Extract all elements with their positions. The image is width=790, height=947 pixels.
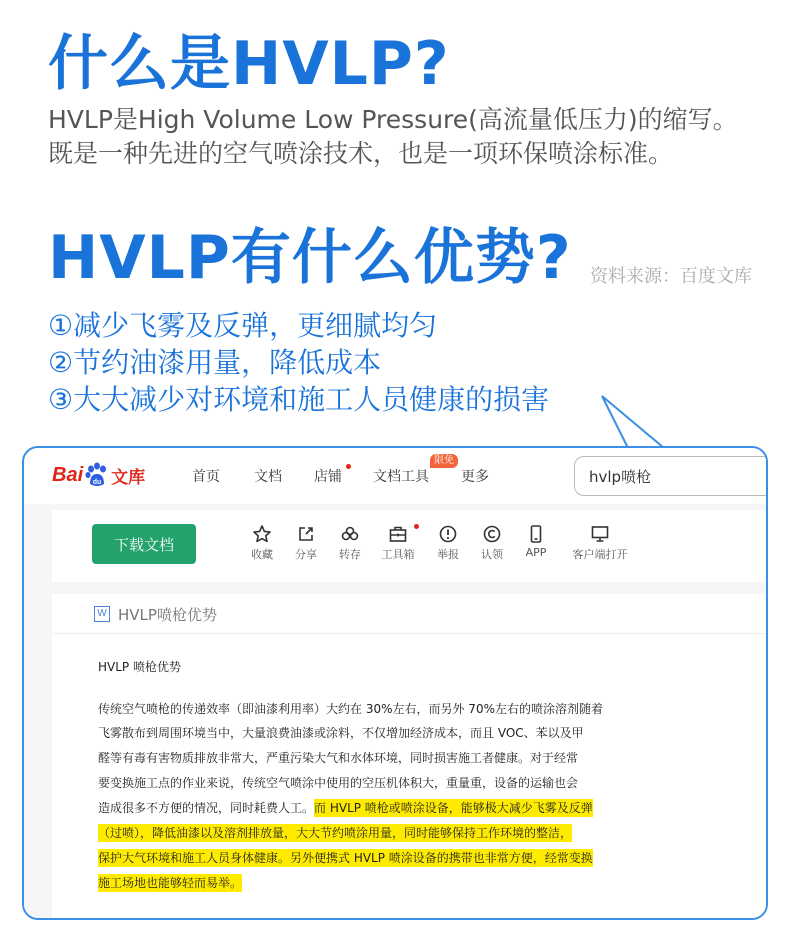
baidu-paw-icon: [84, 462, 110, 488]
nav-home[interactable]: 首页: [192, 469, 220, 485]
claim-label: 认领: [481, 548, 503, 561]
copyright-icon: [482, 524, 502, 544]
advantage-2: ②节约油漆用量，降低成本: [48, 346, 382, 379]
client-open-tool[interactable]: [572, 524, 628, 562]
doc-line-7-highlight: 保护大气环境和施工人员身体健康。另外便携式 HVLP 喷涂设备的携带也非常方便，经常变换: [98, 851, 593, 865]
doc-line-5-plain: 造成很多不方便的情况，同时耗费人工。: [98, 801, 315, 815]
advantage-3: ③大大减少对环境和施工人员健康的损害: [48, 383, 550, 416]
doc-toolbar: [52, 510, 768, 582]
doc-line-4: 要变换施工点的作业来说，传统空气喷涂中使用的空压机体积大，重量重，设备的运输也会: [98, 776, 579, 790]
toolbox-notification-dot: [414, 524, 419, 529]
app-label: APP: [525, 546, 547, 559]
doc-line-1: 传统空气喷枪的传递效率（即油漆利用率）大约在 30%左右，而另外 70%左右的喷涂溶剂随着: [98, 702, 603, 716]
toolbox-icon: [388, 524, 408, 544]
speech-bubble-tail: [600, 394, 670, 450]
doc-line-6-highlight: （过喷），降低油漆以及溶剂排放量，大大节约喷涂用量，同时能够保持工作环境的整洁，: [98, 826, 573, 840]
store-notification-dot: [346, 464, 351, 469]
favorite-label: 收藏: [251, 548, 273, 561]
doc-line-5-highlight: 而 HVLP 喷枪或喷涂设备，能够极大减少飞雾及反弹: [314, 801, 593, 815]
star-icon: [252, 524, 272, 544]
toolbox-label: 工具箱: [381, 548, 415, 561]
doc-line-8: [98, 874, 242, 892]
baidu-wenku-logo[interactable]: [52, 460, 145, 490]
doc-line-2: 飞雾散布到周围环境当中，大量浪费油漆或涂料，不仅增加经济成本，而且 VOC、苯以及甲: [98, 726, 584, 740]
monitor-icon: [590, 524, 610, 544]
document-title-row: [52, 594, 768, 634]
share-label: 分享: [295, 548, 317, 561]
intro-line-2: 既是一种先进的空气喷涂技术，也是一项环保喷涂标准。: [48, 139, 674, 168]
doc-line-8-highlight: 施工场地也能够轻而易举。: [98, 876, 243, 890]
download-button[interactable]: 下载文档: [92, 524, 196, 564]
source-note: 资料来源：百度文库: [590, 266, 752, 287]
screenshot-bubble: [22, 446, 768, 920]
save-to-label: 转存: [339, 548, 361, 561]
doc-line-3: 醛等有毒有害物质排放非常大，严重污染大气和水体环境，同时损害施工者健康。对于经常: [98, 751, 579, 765]
intro-line-1: HVLP是High Volume Low Pressure(高流量低压力)的缩写。: [48, 105, 738, 134]
headline-what-is-hvlp: 什么是HVLP?: [48, 29, 450, 99]
headline-advantages: HVLP有什么优势?: [48, 223, 572, 293]
logo-wenku-text: 文库: [111, 467, 146, 488]
doc-line-6: [98, 824, 572, 842]
doc-line-7: [98, 849, 593, 867]
advantage-1: ①减少飞雾及反弹，更细腻均匀: [48, 309, 438, 342]
logo-bai-text: Bai: [52, 463, 84, 486]
document-heading: HVLP 喷枪优势: [98, 660, 181, 674]
phone-icon: [526, 524, 546, 544]
nav-store[interactable]: 店铺: [314, 469, 342, 485]
cloud-save-icon: [340, 524, 360, 544]
free-badge: 限免: [430, 454, 458, 468]
doc-line-5: [98, 799, 593, 817]
alert-icon: [438, 524, 458, 544]
document-panel: [52, 594, 768, 920]
share-icon: [296, 524, 316, 544]
nav-docs[interactable]: 文档: [254, 469, 282, 485]
report-label: 举报: [437, 548, 459, 561]
logo-du-text: du: [92, 479, 102, 486]
nav-more[interactable]: 更多: [461, 469, 489, 485]
app-tool[interactable]: [514, 524, 558, 559]
document-title: HVLP喷枪优势: [118, 606, 217, 624]
client-open-label: 客户端打开: [572, 548, 628, 561]
toolbox-tool[interactable]: [376, 524, 420, 562]
baidu-header: [24, 448, 768, 504]
word-doc-icon: W: [94, 606, 110, 622]
search-input[interactable]: [574, 456, 768, 496]
nav-doc-tools[interactable]: 文档工具: [373, 469, 429, 485]
